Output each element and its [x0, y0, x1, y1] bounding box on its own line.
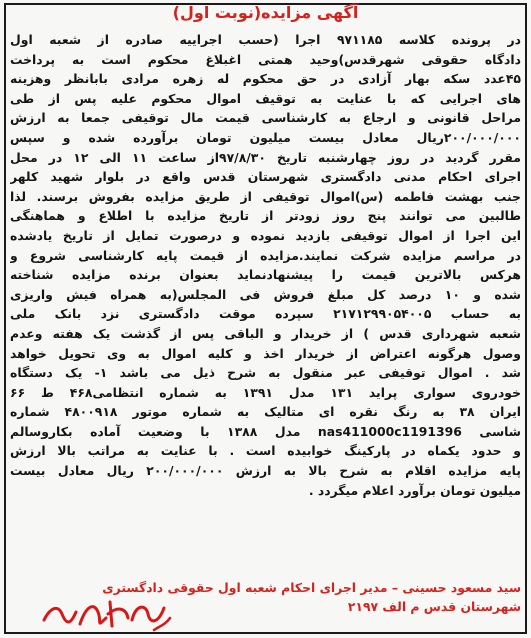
notice-body-line: شده و ۱۰ درصد کل مبلغ فروش فی المجلس(به همراه فیش واریزی [10, 286, 521, 302]
notice-body-line: مراحل قانونی و ارجاع به کارشناسی قیمت مال توقیفی جمعا به ارزش [10, 110, 521, 126]
notice-body-line: این اجرا از اموال توقیفی بازدید نموده و درصورت تمایل از تاریخ یادشده [10, 227, 521, 243]
notice-body-line: شد . اموال توقیفی عبر منقول به شرح ذیل می باشد ۱- یک دستگاه [10, 365, 521, 381]
signature-line-1: سید مسعود حسینی – مدیر اجرای احکام شعبه اول حقوقی دادگستری [102, 580, 521, 595]
handwritten-number-mark [36, 590, 176, 636]
notice-body [10, 30, 521, 500]
notice-body-line: هرکس بالاترین قیمت را پیشنهادنماید بعنوان برنده مزایده شناخته [10, 267, 521, 283]
notice-body-line: طالبین می توانند پنج روز زودتر از تاریخ مزایده با اطلاع و هماهنگی [10, 208, 521, 224]
notice-title: آگهی مزایده(نوبت اول) [172, 3, 359, 22]
notice-body-line: میلیون تومان برآورد اعلام میگردد . [308, 482, 521, 498]
notice-body-line: دادگاه حقوقی شهرقدس)وحید همتی اغبلاغ محکوم است به پرداخت [10, 51, 521, 67]
notice-body-line: ۴۵عدد سکه بهار آزادی در حق محکوم له زهره مرادی بابانظر وهزینه [10, 71, 521, 87]
notice-body-line: و حدود یکماه در پارکینگ خوابیده است . با عنایت به مراتب بالا ارزش [10, 443, 521, 459]
notice-body-line: در پرونده کلاسه ۹۷۱۱۸۵ اجرا (حسب اجراییه صادره از شعبه اول [10, 32, 521, 47]
notice-body-line: به حساب ۲۱۷۱۲۹۹۰۵۴۰۰۵ سپرده موقت دادگستری نزد بانک ملی [10, 306, 521, 322]
notice-body-line: پایه مزایده اقلام به شرح بالا به ارزش ۲۰۰/۰۰۰/۰۰۰ ریال معادل بیست [10, 463, 521, 479]
notice-body-line: خودروی سواری پراید ۱۳۱ مدل ۱۳۹۱ به شماره انتظامی۴۶۸ ط ۶۶ [10, 384, 521, 400]
notice-body-line: در مراسم مزایده شرکت نمایند.مزایده از قیمت پایه کارشناسی شروع و [10, 247, 521, 263]
notice-body-line: ۲۰۰/۰۰۰/۰۰۰ریال معادل بیست میلیون تومان برآورده شده و سپس [10, 129, 521, 145]
notice-body-line: جنب بهشت فاطمه (س)اموال توقیفی از طریق مزایده بفروش برسند. لذا [10, 188, 521, 204]
notice-body-line: شاسی nas411000c1191396 مدل ۱۳۸۸ با وضعیت آماده بکاروسالم [10, 423, 521, 439]
notice-body-line: مقرر گردید در روز چهارشنبه تاریخ ۹۷/۸/۳۰از ساعت ۱۱ الی ۱۲ در محل [10, 149, 521, 165]
notice-body-line: شعبه شهرداری قدس ) از خریدار و الباقی پس از گذشت یک هفته وعدم [10, 325, 521, 341]
signature-line-2: شهرستان قدس م الف ۲۱۹۷ [347, 599, 521, 614]
notice-body-line: های اجرایی که با عنایت به توقیف اموال محکوم علیه پس از طی [10, 90, 521, 106]
notice-body-line: وصول هرگونه اعتراض از خریدار اخذ و کلیه اموال به وی تحویل خواهد [10, 345, 521, 361]
notice-body-line: اجرای احکام مدنی دادگستری شهرستان قدس واقع در بلوار شهید کلهر [10, 169, 521, 185]
notice-body-line: ایران ۳۸ به رنگ نقره ای متالیک به شماره موتور ۴۸۰۰۹۱۸ شماره [10, 404, 521, 420]
